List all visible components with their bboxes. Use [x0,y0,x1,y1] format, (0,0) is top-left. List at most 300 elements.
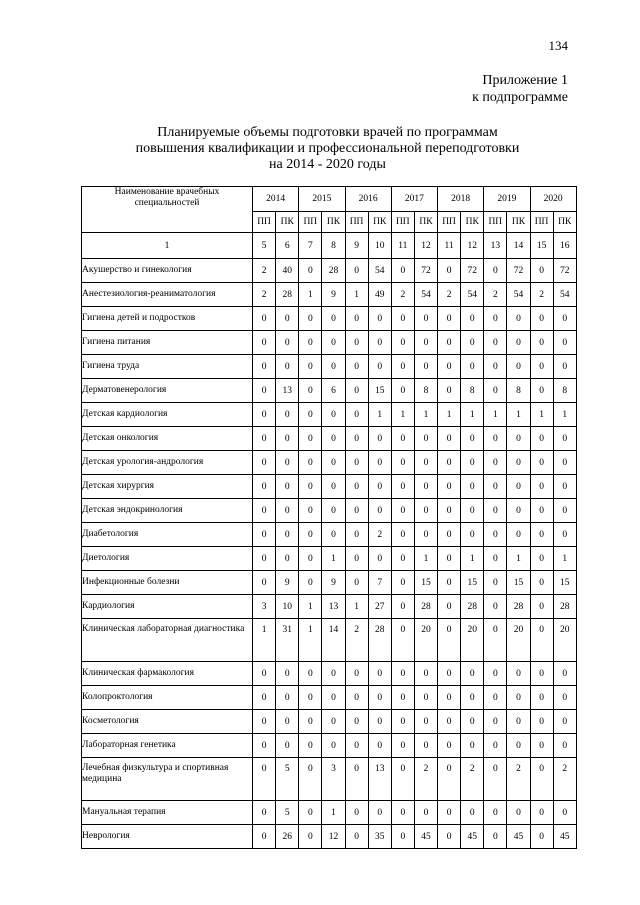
value-cell: 0 [276,686,299,710]
value-cell: 0 [414,499,437,523]
appendix-note [472,72,568,106]
column-header-sub: ПП [299,212,322,233]
value-cell: 0 [345,307,368,331]
value-cell: 0 [368,710,391,734]
value-cell: 0 [438,259,461,283]
value-cell: 0 [299,499,322,523]
value-cell: 0 [530,571,553,595]
value-cell: 0 [345,801,368,825]
value-cell: 0 [299,259,322,283]
value-cell: 0 [461,686,484,710]
value-cell: 0 [414,686,437,710]
value-cell: 0 [322,686,345,710]
value-cell: 0 [276,523,299,547]
value-cell: 0 [299,801,322,825]
column-header-sub: ПП [391,212,414,233]
table-row [82,259,577,283]
value-cell: 14 [322,619,345,662]
value-cell: 0 [391,801,414,825]
value-cell: 1 [391,403,414,427]
specialty-name: Акушерство и гинекология [82,259,253,283]
value-cell: 1 [553,547,576,571]
value-cell: 0 [530,686,553,710]
value-cell: 0 [438,734,461,758]
value-cell: 0 [438,595,461,619]
value-cell: 0 [322,475,345,499]
value-cell: 8 [461,379,484,403]
value-cell: 0 [391,331,414,355]
value-cell: 0 [391,499,414,523]
value-cell: 0 [276,710,299,734]
value-cell: 0 [553,801,576,825]
column-header-sub: ПК [507,212,530,233]
value-cell: 0 [438,355,461,379]
value-cell: 0 [438,379,461,403]
table-row [82,355,577,379]
value-cell: 0 [276,355,299,379]
value-cell: 0 [322,662,345,686]
value-cell: 0 [414,451,437,475]
value-cell: 0 [484,523,507,547]
value-cell: 7 [368,571,391,595]
value-cell: 0 [553,427,576,451]
value-cell: 0 [414,331,437,355]
value-cell: 0 [438,686,461,710]
value-cell: 0 [299,355,322,379]
value-cell: 0 [299,547,322,571]
value-cell: 0 [345,259,368,283]
value-cell: 1 [461,547,484,571]
value-cell: 0 [299,427,322,451]
value-cell: 5 [276,801,299,825]
value-cell: 0 [484,547,507,571]
value-cell: 2 [461,758,484,801]
value-cell: 28 [414,595,437,619]
value-cell: 13 [368,758,391,801]
value-cell: 0 [530,595,553,619]
value-cell: 0 [391,259,414,283]
value-cell: 0 [368,662,391,686]
training-volume-table [81,186,577,849]
column-index-cell: 5 [253,233,276,259]
column-index-cell: 13 [484,233,507,259]
value-cell: 35 [368,825,391,849]
value-cell: 0 [553,451,576,475]
value-cell: 0 [253,758,276,801]
value-cell: 0 [507,523,530,547]
specialty-name: Диетология [82,547,253,571]
value-cell: 0 [253,547,276,571]
value-cell: 0 [391,451,414,475]
value-cell: 0 [299,686,322,710]
column-index-cell: 6 [276,233,299,259]
value-cell: 0 [368,451,391,475]
value-cell: 8 [507,379,530,403]
value-cell: 0 [553,307,576,331]
value-cell: 0 [391,427,414,451]
value-cell: 26 [276,825,299,849]
value-cell: 0 [368,307,391,331]
value-cell: 0 [461,307,484,331]
value-cell: 0 [276,331,299,355]
table-row [82,619,577,662]
value-cell: 0 [553,355,576,379]
value-cell: 2 [391,283,414,307]
value-cell: 0 [391,475,414,499]
value-cell: 0 [438,662,461,686]
value-cell: 0 [507,662,530,686]
value-cell: 28 [322,259,345,283]
value-cell: 0 [391,307,414,331]
specialty-name: Кардиология [82,595,253,619]
value-cell: 0 [253,499,276,523]
value-cell: 0 [253,686,276,710]
value-cell: 9 [322,571,345,595]
value-cell: 0 [299,331,322,355]
table-row [82,801,577,825]
value-cell: 0 [484,662,507,686]
value-cell: 0 [530,451,553,475]
value-cell: 1 [299,619,322,662]
specialty-name: Колопроктология [82,686,253,710]
value-cell: 1 [507,547,530,571]
value-cell: 0 [507,801,530,825]
table-row [82,734,577,758]
value-cell: 0 [530,259,553,283]
value-cell: 0 [484,758,507,801]
value-cell: 0 [530,825,553,849]
value-cell: 2 [530,283,553,307]
column-header-sub: ПП [484,212,507,233]
column-index-cell: 11 [391,233,414,259]
value-cell: 0 [322,307,345,331]
column-header-year: 2019 [484,187,530,212]
column-index-cell: 8 [322,233,345,259]
value-cell: 0 [484,499,507,523]
table-row [82,451,577,475]
specialty-name: Косметология [82,710,253,734]
specialty-name: Клиническая лабораторная диагностика [82,619,253,662]
value-cell: 27 [368,595,391,619]
value-cell: 2 [484,283,507,307]
value-cell: 0 [299,475,322,499]
value-cell: 0 [530,758,553,801]
value-cell: 0 [484,427,507,451]
value-cell: 2 [507,758,530,801]
value-cell: 0 [484,331,507,355]
value-cell: 0 [484,379,507,403]
value-cell: 0 [345,571,368,595]
value-cell: 0 [253,523,276,547]
title-line-1: Планируемые объемы подготовки врачей по программам [157,125,498,140]
value-cell: 0 [253,451,276,475]
value-cell: 0 [484,595,507,619]
value-cell: 0 [391,710,414,734]
column-header-sub: ПП [345,212,368,233]
value-cell: 0 [553,686,576,710]
column-header-year: 2017 [391,187,437,212]
table-row [82,547,577,571]
value-cell: 72 [461,259,484,283]
value-cell: 1 [414,547,437,571]
table-row [82,825,577,849]
value-cell: 0 [322,523,345,547]
specialty-name: Диабетология [82,523,253,547]
value-cell: 0 [461,355,484,379]
value-cell: 0 [345,331,368,355]
value-cell: 31 [276,619,299,662]
value-cell: 0 [368,355,391,379]
value-cell: 0 [368,499,391,523]
value-cell: 1 [414,403,437,427]
value-cell: 12 [322,825,345,849]
value-cell: 0 [414,710,437,734]
value-cell: 0 [322,427,345,451]
value-cell: 54 [553,283,576,307]
value-cell: 0 [438,523,461,547]
value-cell: 0 [299,758,322,801]
value-cell: 10 [276,595,299,619]
value-cell: 0 [391,619,414,662]
value-cell: 0 [253,710,276,734]
table-row [82,710,577,734]
value-cell: 0 [484,355,507,379]
value-cell: 0 [553,523,576,547]
value-cell: 0 [553,662,576,686]
value-cell: 0 [507,686,530,710]
table-row [82,283,577,307]
value-cell: 0 [345,825,368,849]
table-row [82,475,577,499]
table-row [82,758,577,801]
value-cell: 0 [299,710,322,734]
value-cell: 0 [276,427,299,451]
value-cell: 0 [345,427,368,451]
column-header-sub: ПК [461,212,484,233]
value-cell: 0 [345,499,368,523]
value-cell: 0 [299,451,322,475]
column-header-sub: ПП [530,212,553,233]
value-cell: 0 [507,710,530,734]
value-cell: 1 [299,595,322,619]
value-cell: 0 [276,403,299,427]
value-cell: 3 [253,595,276,619]
value-cell: 28 [553,595,576,619]
value-cell: 0 [438,758,461,801]
column-index-cell: 9 [345,233,368,259]
value-cell: 0 [484,307,507,331]
value-cell: 54 [461,283,484,307]
value-cell: 0 [345,403,368,427]
value-cell: 0 [507,427,530,451]
value-cell: 0 [414,734,437,758]
value-cell: 1 [345,595,368,619]
appendix-line-2: к подпрограмме [472,90,568,105]
value-cell: 0 [276,547,299,571]
value-cell: 3 [322,758,345,801]
value-cell: 0 [461,475,484,499]
value-cell: 0 [461,451,484,475]
value-cell: 0 [368,801,391,825]
specialty-name: Гигиена труда [82,355,253,379]
value-cell: 0 [299,523,322,547]
value-cell: 0 [345,710,368,734]
value-cell: 0 [507,499,530,523]
page-number: 134 [548,38,568,53]
value-cell: 2 [368,523,391,547]
value-cell: 1 [322,547,345,571]
value-cell: 0 [484,451,507,475]
value-cell: 0 [507,331,530,355]
value-cell: 13 [322,595,345,619]
value-cell: 20 [461,619,484,662]
value-cell: 0 [276,451,299,475]
value-cell: 0 [322,451,345,475]
value-cell: 0 [530,379,553,403]
value-cell: 0 [414,427,437,451]
value-cell: 0 [299,307,322,331]
value-cell: 0 [530,307,553,331]
value-cell: 0 [322,355,345,379]
value-cell: 0 [253,403,276,427]
value-cell: 45 [553,825,576,849]
value-cell: 5 [276,758,299,801]
value-cell: 0 [461,734,484,758]
value-cell: 72 [553,259,576,283]
specialty-name: Мануальная терапия [82,801,253,825]
value-cell: 0 [345,686,368,710]
value-cell: 15 [414,571,437,595]
value-cell: 0 [322,403,345,427]
value-cell: 0 [299,571,322,595]
value-cell: 0 [276,734,299,758]
value-cell: 28 [276,283,299,307]
value-cell: 15 [553,571,576,595]
value-cell: 0 [253,307,276,331]
value-cell: 0 [253,825,276,849]
value-cell: 0 [507,307,530,331]
value-cell: 0 [507,451,530,475]
value-cell: 0 [484,475,507,499]
value-cell: 0 [253,379,276,403]
value-cell: 0 [253,734,276,758]
value-cell: 0 [461,523,484,547]
column-header-sub: ПК [276,212,299,233]
value-cell: 2 [253,259,276,283]
value-cell: 0 [345,451,368,475]
value-cell: 0 [253,662,276,686]
column-header-year: 2014 [253,187,299,212]
value-cell: 0 [484,734,507,758]
value-cell: 0 [414,801,437,825]
value-cell: 2 [345,619,368,662]
value-cell: 15 [461,571,484,595]
value-cell: 0 [276,475,299,499]
value-cell: 1 [461,403,484,427]
value-cell: 0 [530,475,553,499]
value-cell: 0 [368,475,391,499]
value-cell: 0 [461,710,484,734]
value-cell: 0 [553,710,576,734]
value-cell: 0 [253,475,276,499]
column-header-sub: ПП [253,212,276,233]
value-cell: 0 [530,734,553,758]
column-index-cell: 11 [438,233,461,259]
value-cell: 0 [322,734,345,758]
document-title [80,125,575,173]
value-cell: 0 [391,523,414,547]
value-cell: 0 [530,801,553,825]
value-cell: 0 [299,662,322,686]
value-cell: 0 [414,475,437,499]
value-cell: 13 [276,379,299,403]
specialty-name: Неврология [82,825,253,849]
value-cell: 0 [322,499,345,523]
specialty-name: Лечебная физкультура и спортивная медицина [82,758,253,801]
specialty-name: Гигиена детей и подростков [82,307,253,331]
value-cell: 0 [345,475,368,499]
value-cell: 0 [414,355,437,379]
value-cell: 0 [299,403,322,427]
value-cell: 0 [438,825,461,849]
column-header-year: 2016 [345,187,391,212]
value-cell: 0 [461,662,484,686]
value-cell: 0 [553,331,576,355]
column-index-cell: 16 [553,233,576,259]
value-cell: 54 [507,283,530,307]
value-cell: 0 [345,734,368,758]
value-cell: 0 [530,662,553,686]
value-cell: 0 [553,499,576,523]
value-cell: 0 [276,662,299,686]
table-row [82,662,577,686]
value-cell: 0 [253,355,276,379]
column-header-year: 2020 [530,187,576,212]
value-cell: 0 [507,355,530,379]
column-header-sub: ПК [322,212,345,233]
table-header [82,187,577,233]
value-cell: 1 [553,403,576,427]
value-cell: 45 [507,825,530,849]
value-cell: 9 [322,283,345,307]
value-cell: 72 [507,259,530,283]
value-cell: 15 [507,571,530,595]
value-cell: 1 [299,283,322,307]
value-cell: 0 [530,710,553,734]
value-cell: 0 [530,427,553,451]
value-cell: 0 [484,259,507,283]
specialty-name: Детская кардиология [82,403,253,427]
value-cell: 45 [414,825,437,849]
value-cell: 54 [414,283,437,307]
column-header-year: 2015 [299,187,345,212]
value-cell: 0 [345,758,368,801]
column-header-year: 2018 [438,187,484,212]
value-cell: 0 [368,427,391,451]
value-cell: 0 [345,547,368,571]
value-cell: 0 [391,686,414,710]
value-cell: 0 [461,331,484,355]
column-index-row [82,233,577,259]
value-cell: 0 [530,547,553,571]
table-row [82,499,577,523]
column-index-cell: 12 [414,233,437,259]
value-cell: 1 [530,403,553,427]
value-cell: 0 [253,331,276,355]
value-cell: 0 [438,619,461,662]
title-line-2: повышения квалификации и профессиональной переподготовки [135,141,520,156]
value-cell: 0 [438,547,461,571]
